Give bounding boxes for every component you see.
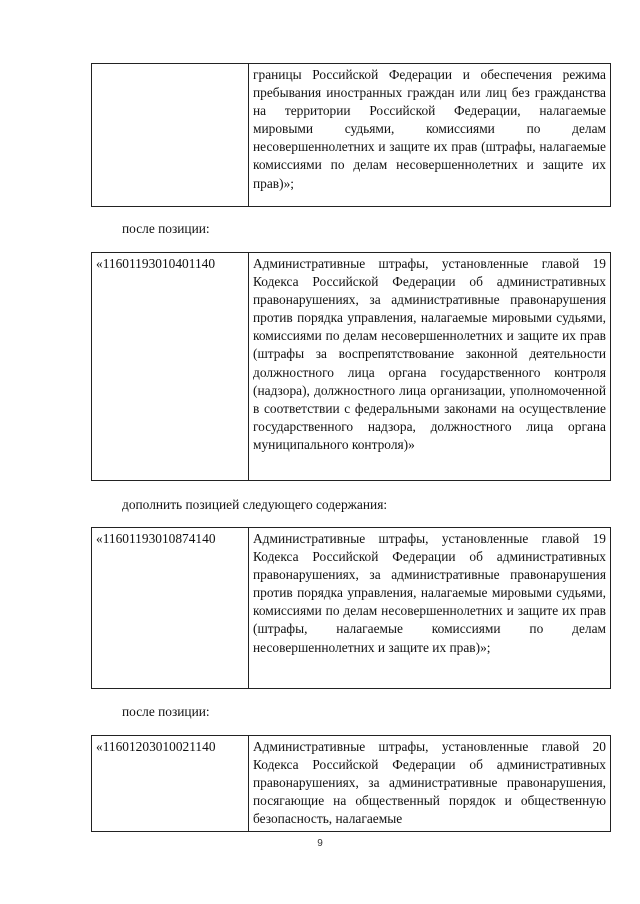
table-row <box>92 736 611 832</box>
code-description: Административные штрафы, установленные главой 20 Кодекса Российской Федерации об административных правонарушениях, за административные правонарушения, посягающие на общественный порядок и общественную безопасность, налагаемые <box>249 736 611 832</box>
code-description: Административные штрафы, установленные главой 19 Кодекса Российской Федерации об административных правонарушениях, за административные правонарушения против порядка управления, налагаемые мировыми судьями, комиссиями по делам несовершеннолетних и защите их прав (штрафы, налагаемые комиссиями по делам несовершеннолетних и защите их прав)»; <box>249 528 611 689</box>
paragraph-supplement: дополнить позицией следующего содержания: <box>122 497 388 512</box>
code-table-3 <box>91 527 611 689</box>
paragraph-after-position: после позиции: <box>122 704 210 719</box>
table-row <box>92 528 611 689</box>
budget-code: «11601193010401140 <box>92 253 249 481</box>
budget-code: «11601203010021140 <box>92 736 249 832</box>
code-table-1 <box>91 63 611 207</box>
code-table-2 <box>91 252 611 481</box>
budget-code <box>92 64 249 207</box>
code-table-4 <box>91 735 611 832</box>
table-row <box>92 64 611 207</box>
paragraph-after-position: после позиции: <box>122 221 210 236</box>
budget-code: «11601193010874140 <box>92 528 249 689</box>
code-description: Административные штрафы, установленные главой 19 Кодекса Российской Федерации об административных правонарушениях, за административные правонарушения против порядка управления, налагаемые мировыми судьями, комиссиями по делам несовершеннолетних и защите их прав (штрафы за воспрепятствование законной деятельности должностного лица органа государственного контроля (надзора), должностного лица организации, уполномоченной в соответствии с федеральными законами на осуществление государственного надзора, должностного лица органа муниципального контроля)» <box>249 253 611 481</box>
code-description: границы Российской Федерации и обеспечения режима пребывания иностранных граждан или лиц без гражданства на территории Российской Федерации, налагаемые мировыми судьями, комиссиями по делам несовершеннолетних и защите их прав (штрафы, налагаемые комиссиями по делам несовершеннолетних и защите их прав)»; <box>249 64 611 207</box>
page-number: 9 <box>317 838 323 849</box>
table-row <box>92 253 611 481</box>
